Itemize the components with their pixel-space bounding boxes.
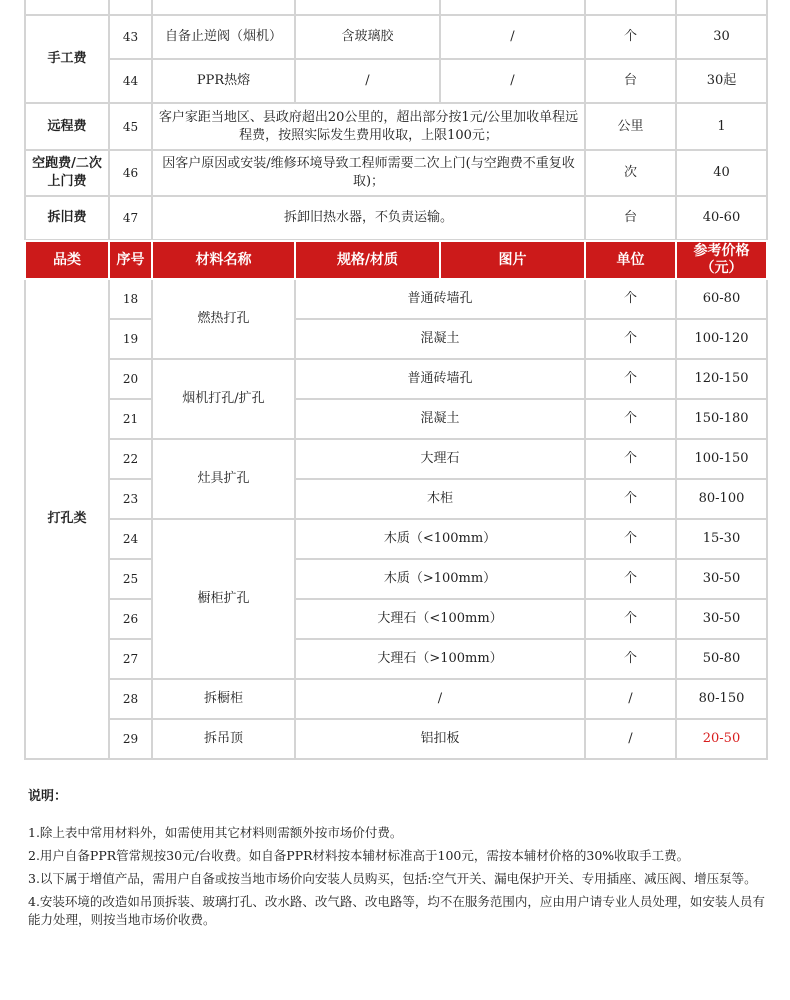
unit-cell: 个 (585, 599, 676, 639)
row-number: 21 (109, 399, 152, 439)
table-row (25, 719, 767, 759)
unit-cell: 个 (585, 279, 676, 319)
note-item: 1.除上表中常用材料外，如需使用其它材料则需额外按市场价付费。 (28, 825, 403, 840)
table-row (25, 639, 767, 679)
spec-cell: 木质（>100mm） (295, 559, 585, 599)
header-unit: 单位 (585, 241, 676, 279)
price-cell: 30-50 (676, 599, 767, 639)
spec-cell: 木质（<100mm） (295, 519, 585, 559)
header-price: 参考价格（元） (676, 241, 767, 279)
price-cell: 50-80 (676, 639, 767, 679)
unit-cell: 个 (585, 319, 676, 359)
price-cell: 120-150 (676, 359, 767, 399)
spec-cell: 含玻璃胶 (295, 15, 440, 59)
row-number: 20 (109, 359, 152, 399)
spec-cell: 混凝土 (295, 319, 585, 359)
product-image (440, 0, 585, 15)
unit-cell: 个 (585, 559, 676, 599)
category-cell: 远程费 (25, 103, 109, 150)
image-cell: / (440, 15, 585, 59)
unit-cell: 台 (585, 196, 676, 240)
table-row (25, 103, 767, 150)
row-number: 25 (109, 559, 152, 599)
note-item: 4.安装环境的改造如吊顶拆装、玻璃打孔、改水路、改气路、改电路等，均不在服务范围内，应由用户请专业人员处理，如安装人员有能力处理，则按当地市场价收费。 (28, 894, 765, 927)
price-cell: 100-120 (676, 319, 767, 359)
price-cell: 40-60 (676, 196, 767, 240)
table-row (25, 599, 767, 639)
header-category: 品类 (25, 241, 109, 279)
table-row (25, 0, 767, 15)
price-cell: 100-150 (676, 439, 767, 479)
material-name: PPR热熔 (152, 59, 295, 103)
row-number: 43 (109, 15, 152, 59)
category-cell: 打孔类 (25, 279, 109, 759)
table-row (25, 519, 767, 559)
table-row (25, 196, 767, 240)
header-spec: 规格/材质 (295, 241, 440, 279)
table-row (25, 479, 767, 519)
table-row (25, 319, 767, 359)
header-number: 序号 (109, 241, 152, 279)
spec-cell: 大理石 (295, 439, 585, 479)
unit-cell: 个 (585, 519, 676, 559)
unit-cell: 个 (585, 15, 676, 59)
price-cell: 80-100 (676, 479, 767, 519)
unit-cell: 公里 (585, 103, 676, 150)
unit-cell: 个 (585, 639, 676, 679)
material-name: 燃热打孔 (152, 279, 295, 359)
price-cell-highlighted: 20-50 (676, 719, 767, 759)
table-row (25, 279, 767, 319)
row-number: 46 (109, 150, 152, 196)
fee-table (24, 0, 768, 241)
row-number: 26 (109, 599, 152, 639)
notes-title: 说明： (28, 789, 68, 804)
table-row (25, 439, 767, 479)
table-row (25, 150, 767, 196)
spec-cell: 混凝土 (295, 399, 585, 439)
row-number: 19 (109, 319, 152, 359)
material-table (24, 240, 768, 760)
price-cell: 15-30 (676, 519, 767, 559)
note-item: 3.以下属于增值产品，需用户自备或按当地市场价向安装人员购买，包括:空气开关、漏电保护开关、专用插座、减压阀、增压泵等。 (28, 871, 757, 886)
category-cell: 拆旧费 (25, 196, 109, 240)
table-row (25, 559, 767, 599)
unit-cell: / (585, 719, 676, 759)
material-name: 橱柜扩孔 (152, 519, 295, 679)
note-item: 2.用户自备PPR管常规按30元/台收费。如自备PPR材料按本辅材标准高于100元，需按本辅材价格的30%收取手工费。 (28, 848, 690, 863)
header-material-name: 材料名称 (152, 241, 295, 279)
row-number: 18 (109, 279, 152, 319)
row-number: 45 (109, 103, 152, 150)
description-cell: 客户家距当地区、县政府超出20公里的，超出部分按1元/公里加收单程远程费，按照实际发生费用收取，上限100元； (152, 103, 585, 150)
row-number: 24 (109, 519, 152, 559)
spec-cell: / (295, 59, 440, 103)
material-name: 灶具扩孔 (152, 439, 295, 519)
row-number: 29 (109, 719, 152, 759)
price-cell: 60-80 (676, 279, 767, 319)
header-image: 图片 (440, 241, 585, 279)
row-number: 27 (109, 639, 152, 679)
row-number: 23 (109, 479, 152, 519)
spec-cell: 铝扣板 (295, 719, 585, 759)
spec-cell: 木柜 (295, 479, 585, 519)
category-cell: 手工费 (25, 15, 109, 103)
table-row (25, 359, 767, 399)
row-number: 47 (109, 196, 152, 240)
price-cell: 1 (676, 103, 767, 150)
price-cell: 40 (676, 150, 767, 196)
image-cell: / (440, 59, 585, 103)
notes-section (28, 788, 768, 934)
price-cell: 30起 (676, 59, 767, 103)
price-cell: 150-180 (676, 399, 767, 439)
row-number: 22 (109, 439, 152, 479)
description-cell: 拆卸旧热水器，不负责运输。 (152, 196, 585, 240)
spec-cell: 普通砖墙孔 (295, 279, 585, 319)
row-number: 28 (109, 679, 152, 719)
unit-cell: 个 (585, 439, 676, 479)
material-name: 拆吊顶 (152, 719, 295, 759)
unit-cell: 个 (585, 479, 676, 519)
price-cell: 80-150 (676, 679, 767, 719)
unit-cell: 个 (585, 359, 676, 399)
table-row (25, 59, 767, 103)
table-row (25, 399, 767, 439)
category-cell: 空跑费/二次上门费 (25, 150, 109, 196)
material-name: 拆橱柜 (152, 679, 295, 719)
description-cell: 因客户原因或安装/维修环境导致工程师需要二次上门(与空跑费不重复收取)； (152, 150, 585, 196)
material-name: 自备止逆阀（烟机） (152, 15, 295, 59)
spec-cell: 普通砖墙孔 (295, 359, 585, 399)
table-header-row (25, 241, 767, 279)
spec-cell: / (295, 679, 585, 719)
unit-cell: / (585, 679, 676, 719)
unit-cell: 次 (585, 150, 676, 196)
price-cell: 30-50 (676, 559, 767, 599)
table-row (25, 679, 767, 719)
material-name: 烟机打孔/扩孔 (152, 359, 295, 439)
table-row (25, 15, 767, 59)
spec-cell: 大理石（>100mm） (295, 639, 585, 679)
unit-cell: 个 (585, 399, 676, 439)
row-number: 44 (109, 59, 152, 103)
spec-cell: 大理石（<100mm） (295, 599, 585, 639)
unit-cell: 台 (585, 59, 676, 103)
price-cell: 30 (676, 15, 767, 59)
